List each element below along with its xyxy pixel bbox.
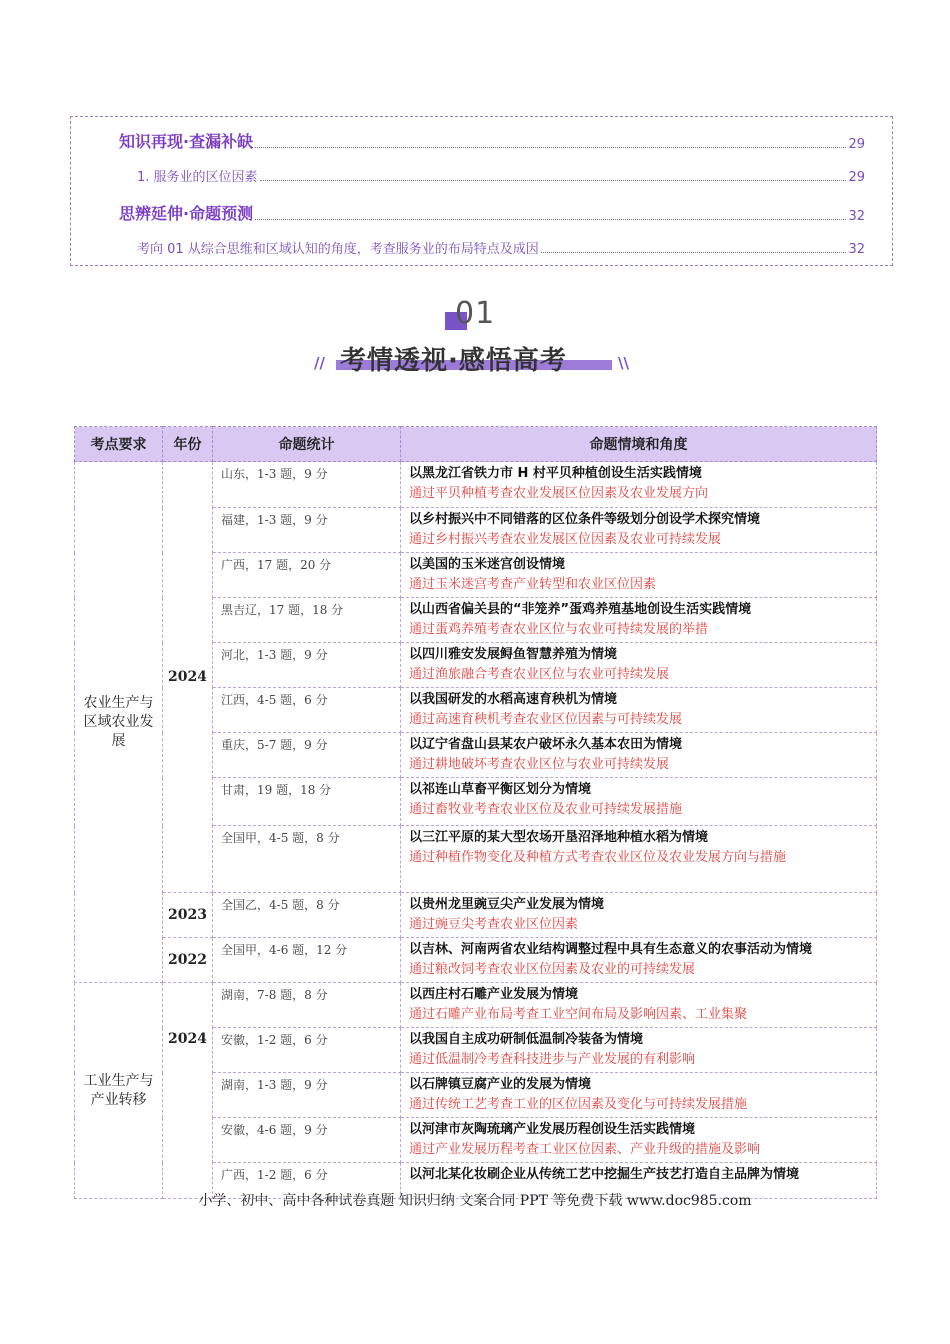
stat-cell: 河北，1-3 题，9 分 [213,643,401,688]
context-cell: 以乡村振兴中不同错落的区位条件等级划分创设学术探究情境 通过乡村振兴考查农业发展区位因素及农业可持续发展 [401,508,877,553]
stat-cell: 甘肃，19 题，18 分 [213,778,401,826]
context-cell: 以河津市灰陶琉璃产业发展历程创设生活实践情境 通过产业发展历程考查工业区位因素、产业升级的措施及影响 [401,1118,877,1163]
context-cell: 以贵州龙里豌豆尖产业发展为情境 通过豌豆尖考查农业区位因素 [401,893,877,938]
stat-cell: 全国乙，4-5 题，8 分 [213,893,401,938]
toc-page: 29 [848,137,865,152]
stat-cell: 黑吉辽，17 题，18 分 [213,598,401,643]
column-header: 年份 [163,427,213,462]
exam-statistics-table [74,426,877,1199]
stat-cell: 广西，17 题，20 分 [213,553,401,598]
context-cell: 以四川雅安发展鲟鱼智慧养殖为情境 通过渔旅融合考查农业区位与农业可持续发展 [401,643,877,688]
context-cell: 以黑龙江省铁力市 H 村平贝种植创设生活实践情境 通过平贝种植考查农业发展区位因素及农业发展方向 [401,462,877,508]
context-cell: 以我国研发的水稻高速育秧机为情境 通过高速育秧机考查农业区位因素与可持续发展 [401,688,877,733]
table-row [75,462,877,508]
section-banner [300,292,650,382]
stat-cell: 湖南，1-3 题，9 分 [213,1073,401,1118]
stat-cell: 福建，1-3 题，9 分 [213,508,401,553]
toc-page: 29 [848,170,865,185]
stat-cell: 全国甲，4-6 题，12 分 [213,938,401,983]
context-cell: 以西庄村石雕产业发展为情境 通过石雕产业布局考查工业空间布局及影响因素、工业集聚 [401,983,877,1028]
context-cell: 以祁连山草畜平衡区划分为情境 通过畜牧业考查农业区位及农业可持续发展措施 [401,778,877,826]
table-row [75,983,877,1028]
topic-cell: 农业生产与区域农业发展 [75,462,163,983]
table-of-contents [70,116,893,266]
banner-right-mark: \\ [618,354,629,372]
context-cell: 以三江平原的某大型农场开垦沼泽地种植水稻为情境 通过种植作物变化及种植方式考查农业区位及农业发展方向与措施 [401,826,877,893]
stat-cell: 江西，4-5 题，6 分 [213,688,401,733]
table-row [75,893,877,938]
banner-left-mark: // [314,354,325,372]
table-row [75,938,877,983]
page-footer: 小学、初中、高中各种试卷真题 知识归纳 文案合同 PPT 等免费下载 www.doc985.com [198,1193,752,1209]
context-cell: 以石牌镇豆腐产业的发展为情境 通过传统工艺考查工业的区位因素及变化与可持续发展措施 [401,1073,877,1118]
toc-page: 32 [848,242,865,257]
context-cell: 以我国自主成功研制低温制冷装备为情境 通过低温制冷考查科技进步与产业发展的有利影响 [401,1028,877,1073]
toc-title: 思辨延伸·命题预测 [119,204,254,223]
context-cell: 以河北某化妆刷企业从传统工艺中挖掘生产技艺打造自主品牌为情境 [401,1163,877,1199]
context-cell: 以吉林、河南两省农业结构调整过程中具有生态意义的农事活动为情境 通过粮改饲考查农业区位因素及农业的可持续发展 [401,938,877,983]
table-header-row [75,427,877,462]
stat-cell: 重庆，5-7 题，9 分 [213,733,401,778]
column-header: 考点要求 [75,427,163,462]
toc-entry[interactable] [137,166,865,185]
context-cell: 以山西省偏关县的“非笼养”蛋鸡养殖基地创设生活实践情境 通过蛋鸡养殖考查农业区位与农业可持续发展的举措 [401,598,877,643]
toc-title: 1. 服务业的区位因素 [137,170,258,185]
year-cell: 2022 [163,938,213,983]
stat-cell: 广西，1-2 题，6 分 [213,1163,401,1199]
toc-entry[interactable] [119,201,865,224]
column-header: 命题情境和角度 [401,427,877,462]
year-cell: 2023 [163,893,213,938]
context-cell: 以美国的玉米迷宫创设情境 通过玉米迷宫考查产业转型和农业区位因素 [401,553,877,598]
section-title: 考情透视·感悟高考 [340,346,567,376]
topic-cell: 工业生产与产业转移 [75,983,163,1199]
toc-title: 考向 01 从综合思维和区域认知的角度，考查服务业的布局特点及成因 [137,242,539,257]
year-cell: 2024 [163,983,213,1199]
section-number: 01 [455,296,496,331]
toc-entry[interactable] [137,238,865,257]
column-header: 命题统计 [213,427,401,462]
year-cell: 2024 [163,462,213,893]
stat-cell: 全国甲，4-5 题，8 分 [213,826,401,893]
stat-cell: 湖南，7-8 题，8 分 [213,983,401,1028]
stat-cell: 山东，1-3 题，9 分 [213,462,401,508]
toc-entry[interactable] [119,129,865,152]
stat-cell: 安徽，4-6 题，9 分 [213,1118,401,1163]
context-cell: 以辽宁省盘山县某农户破坏永久基本农田为情境 通过耕地破坏考查农业区位与农业可持续发展 [401,733,877,778]
toc-title: 知识再现·查漏补缺 [119,132,254,151]
toc-page: 32 [848,209,865,224]
stat-cell: 安徽，1-2 题，6 分 [213,1028,401,1073]
